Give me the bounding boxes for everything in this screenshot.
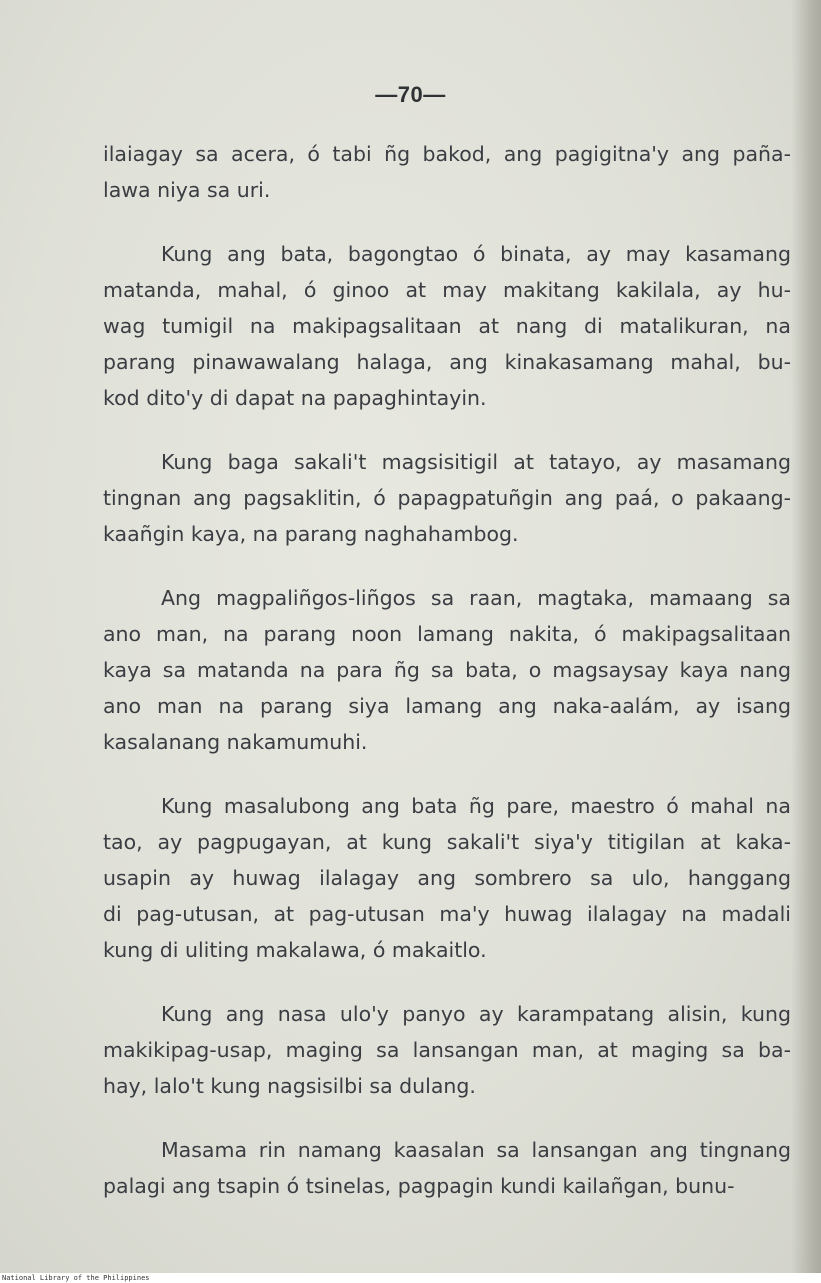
text-line: parang pinawawalang halaga, ang kinakasamang mahal, bu-: [103, 350, 791, 374]
paragraph: [103, 788, 791, 968]
paragraph: [103, 444, 791, 552]
text-line: ano man, na parang noon lamang nakita, ó makipagsalitaan: [103, 622, 791, 646]
paragraph: [103, 136, 791, 208]
body-text: [103, 136, 791, 1232]
text-line: matanda, mahal, ó ginoo at may makitang kakilala, ay hu-: [103, 278, 791, 302]
text-line: lawa niya sa uri.: [103, 178, 271, 202]
text-line: Kung baga sakali't magsisitigil at tatayo, ay masamang: [161, 450, 791, 474]
text-line: Kung masalubong ang bata ñg pare, maestro ó mahal na: [161, 794, 791, 818]
page-number: —70—: [375, 82, 446, 107]
text-line: Kung ang nasa ulo'y panyo ay karampatang alisin, kung: [161, 1002, 791, 1026]
text-line: tao, ay pagpugayan, at kung sakali't siya'y titigilan at kaka-: [103, 830, 791, 854]
text-line: tingnan ang pagsaklitin, ó papagpatuñgin ang paá, o pakaang-: [103, 486, 791, 510]
text-line: hay, lalo't kung nagsisilbi sa dulang.: [103, 1074, 476, 1098]
paragraph: [103, 1132, 791, 1204]
text-line: kasalanang nakamumuhi.: [103, 730, 368, 754]
text-line: di pag-utusan, at pag-utusan ma'y huwag ilalagay na madali: [103, 902, 791, 926]
paragraph: [103, 996, 791, 1104]
text-line: kaya sa matanda na para ñg sa bata, o magsaysay kaya nang: [103, 658, 791, 682]
page-edge-shadow: [791, 0, 821, 1273]
text-line: ilaiagay sa acera, ó tabi ñg bakod, ang pagigitna'y ang paña-: [103, 142, 791, 166]
paragraph: [103, 580, 791, 760]
text-line: palagi ang tsapin ó tsinelas, pagpagin kundi kailañgan, bunu-: [103, 1174, 735, 1198]
text-line: kod dito'y di dapat na papaghintayin.: [103, 386, 487, 410]
library-credit: National Library of the Philippines: [2, 1274, 150, 1282]
text-line: Ang magpaliñgos-liñgos sa raan, magtaka, mamaang sa: [161, 586, 791, 610]
text-line: wag tumigil na makipagsalitaan at nang di matalikuran, na: [103, 314, 791, 338]
text-line: usapin ay huwag ilalagay ang sombrero sa ulo, hanggang: [103, 866, 791, 890]
text-line: Masama rin namang kaasalan sa lansangan ang tingnang: [161, 1138, 791, 1162]
text-line: kung di uliting makalawa, ó makaitlo.: [103, 938, 487, 962]
text-line: ano man na parang siya lamang ang naka-aalám, ay isang: [103, 694, 791, 718]
paragraph: [103, 236, 791, 416]
text-line: makikipag-usap, maging sa lansangan man, at maging sa ba-: [103, 1038, 791, 1062]
text-line: kaañgin kaya, na parang naghahambog.: [103, 522, 519, 546]
text-line: Kung ang bata, bagongtao ó binata, ay may kasamang: [161, 242, 791, 266]
